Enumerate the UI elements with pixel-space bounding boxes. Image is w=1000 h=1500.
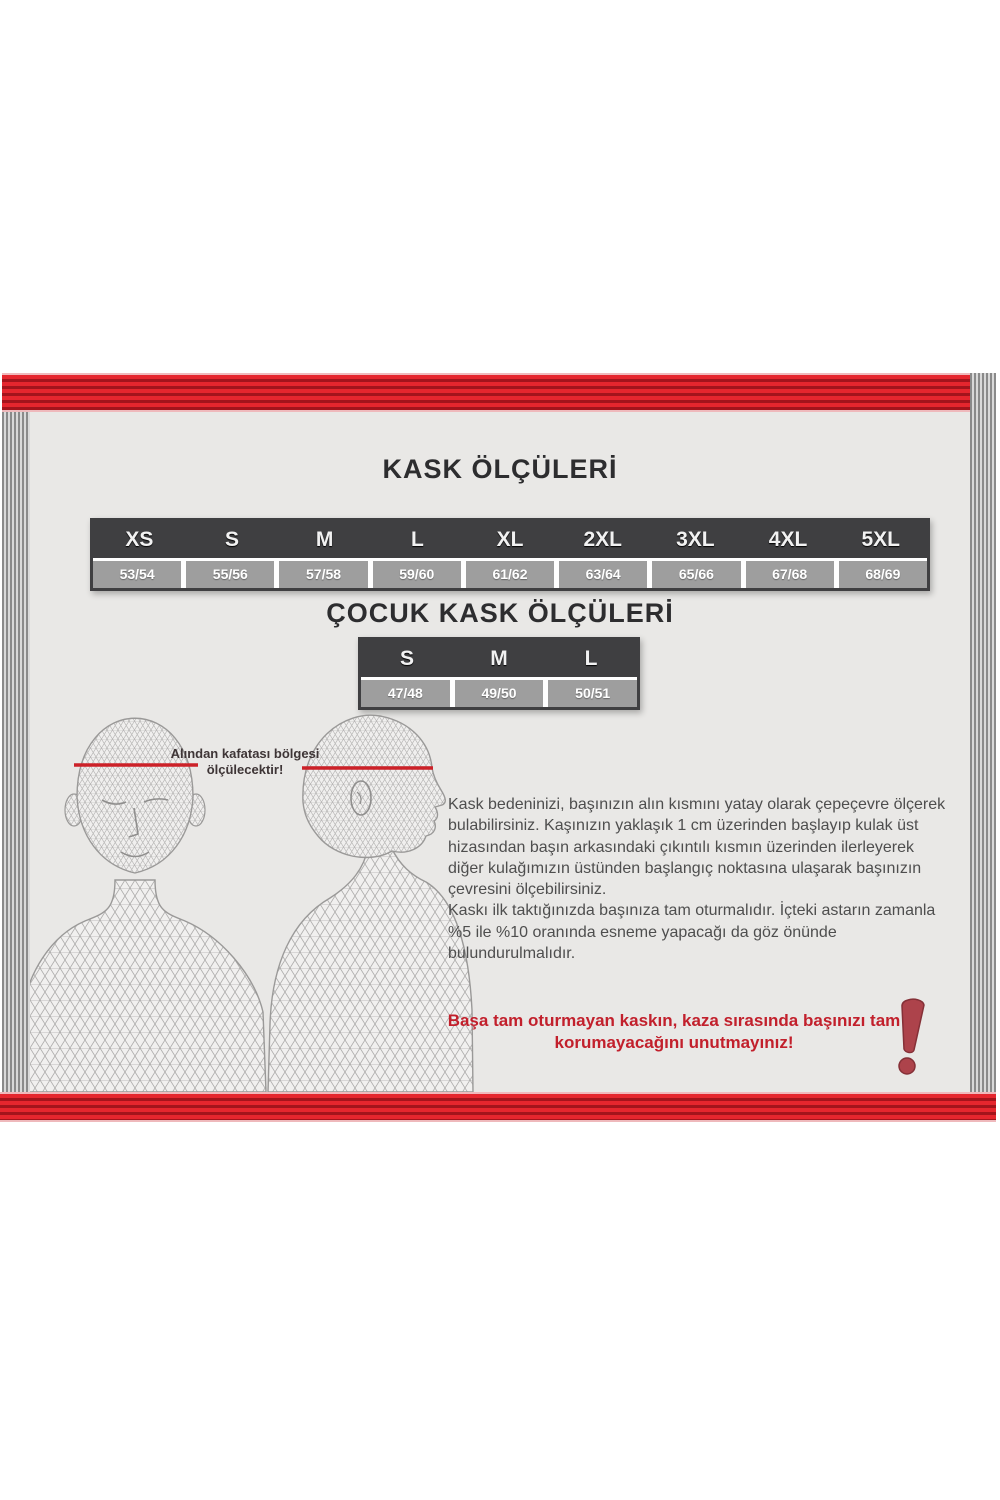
size-value-cell: 59/60 [373, 561, 461, 588]
instruction-line: hizasından başın arkasındaki çıkıntılı kısmın üzerinden ilerleyerek [448, 838, 915, 856]
size-value-cell: 67/68 [746, 561, 834, 588]
size-header-cell: S [225, 527, 240, 551]
warning-text [444, 1010, 904, 1054]
measure-label: Alından kafatası bölgesi ölçülecektir! [170, 746, 320, 777]
right-stripe-border [970, 373, 996, 1092]
exclamation-icon [890, 998, 932, 1080]
size-header-cell: M [315, 527, 334, 551]
size-value-cell: 63/64 [559, 561, 647, 588]
warning-line: korumayacağını unutmayınız! [554, 1033, 794, 1052]
size-header-cell: 2XL [583, 527, 622, 551]
size-header-cell: S [399, 646, 414, 670]
size-value-cell: 57/58 [279, 561, 367, 588]
size-value-cell: 53/54 [93, 561, 181, 588]
size-value-cell: 65/66 [652, 561, 740, 588]
instructions-text [448, 794, 960, 964]
instruction-line: çevresini ölçebilirsiniz. [448, 881, 607, 899]
adult-size-header-row [93, 521, 927, 558]
size-header-cell: L [584, 646, 598, 670]
decorative-frame [0, 373, 996, 1122]
size-value-cell: 47/48 [361, 680, 450, 707]
page-title: KASK ÖLÇÜLERİ [382, 454, 618, 484]
size-value-cell: 49/50 [455, 680, 544, 707]
child-size-value-row [361, 677, 637, 707]
size-value-cell: 55/56 [186, 561, 274, 588]
instruction-line: bulundurulmalıdır. [448, 945, 576, 963]
size-value-cell: 68/69 [839, 561, 927, 588]
size-value-cell: 50/51 [548, 680, 637, 707]
warning-line: Başa tam oturmayan kaskın, kaza sırasında başınızı tam [447, 1011, 901, 1030]
size-header-cell: 3XL [676, 527, 715, 551]
bottom-red-band [0, 1092, 996, 1122]
size-header-cell: L [410, 527, 424, 551]
size-header-cell: XL [496, 527, 524, 551]
size-header-cell: M [490, 646, 508, 670]
size-header-cell: 5XL [861, 527, 900, 551]
adult-size-table [90, 518, 930, 591]
adult-size-value-row [93, 558, 927, 588]
child-section-title: ÇOCUK KASK ÖLÇÜLERİ [326, 598, 674, 628]
instruction-line: Kaskı ilk taktığınızda başınıza tam oturmalıdır. İçteki astarın zamanla [448, 902, 936, 920]
size-header-cell: 4XL [768, 527, 808, 551]
child-size-table [358, 637, 640, 710]
left-stripe-border [2, 412, 30, 1092]
instruction-line: bulabilirsiniz. Kaşınızın yaklaşık 1 cm üzerinden başlayıp kulak üst [448, 817, 919, 835]
instruction-line: Kask bedeninizi, başınızın alın kısmını yatay olarak çepeçevre ölçerek [448, 796, 946, 813]
instruction-line: diğer kulağımızın üstünden başlangıç noktasına ulaşarak başınızın [448, 859, 922, 877]
size-header-cell: XS [125, 527, 154, 551]
instruction-line: %5 ile %10 oranında esneme yapacağı da göz önünde [448, 923, 837, 941]
size-value-cell: 61/62 [466, 561, 554, 588]
content-area [30, 412, 970, 1092]
top-red-band [2, 373, 970, 412]
child-size-header-row [361, 640, 637, 677]
